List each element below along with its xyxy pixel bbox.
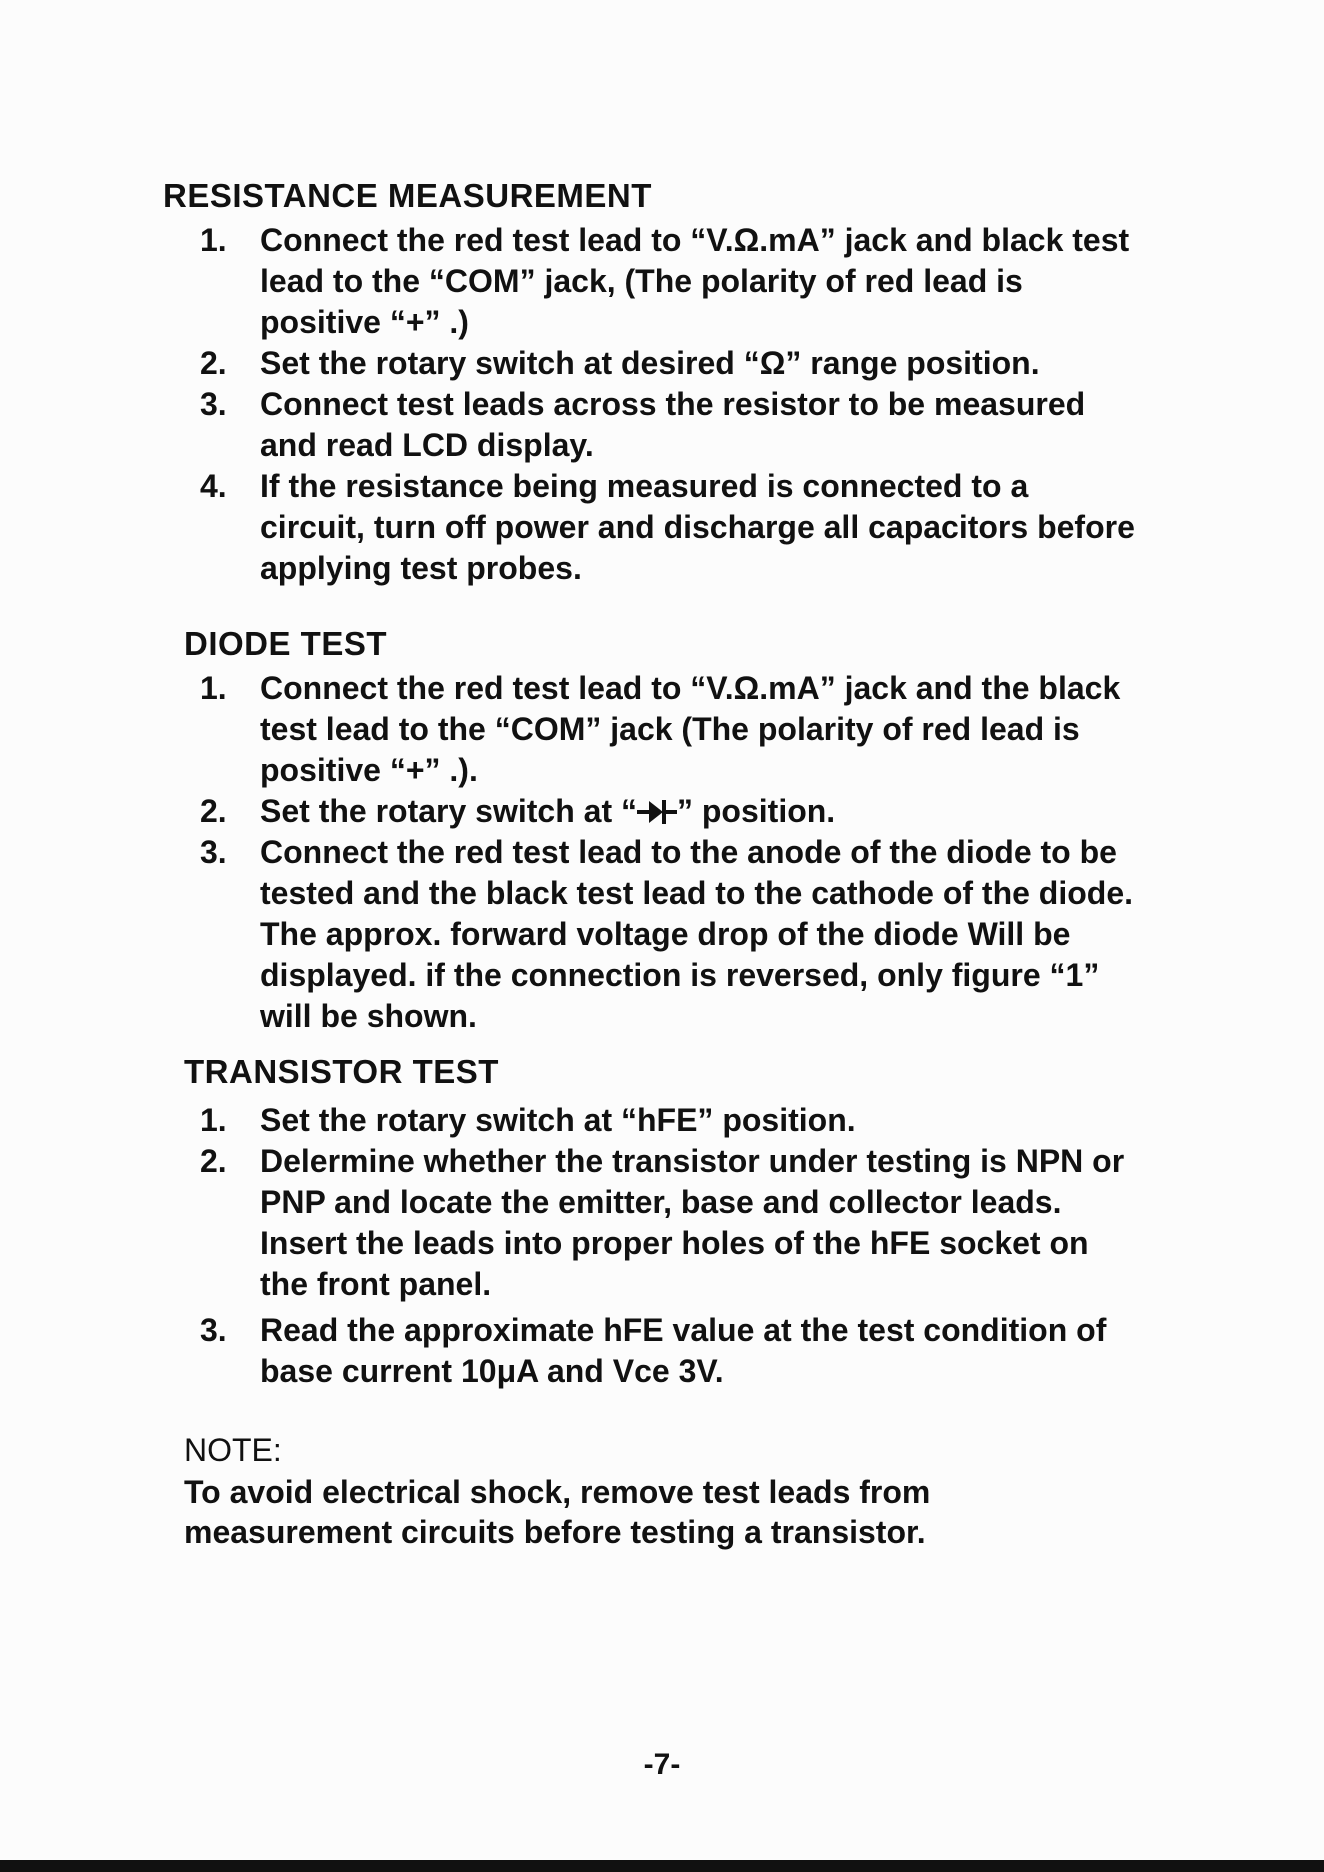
note-title: NOTE: <box>184 1432 282 1468</box>
diode-step-3 <box>200 832 1140 1037</box>
step-text: Read the approximate hFE value at the test condition of base current 10μA and Vce 3V. <box>260 1312 1107 1389</box>
resistance-step-1 <box>200 220 1140 343</box>
step-text: Set the rotary switch at desired “Ω” range position. <box>260 345 1040 381</box>
step-text: Connect test leads across the resistor to be measured and read LCD display. <box>260 386 1086 463</box>
diode-section-title: DIODE TEST <box>184 625 388 662</box>
step-text-after: ” position. <box>676 793 836 829</box>
step-text: Connect the red test lead to “V.Ω.mA” jack and the black test lead to the “COM” jack (The polarity of red lead is positive “+” .). <box>260 670 1121 788</box>
step-number: 3. <box>200 834 227 870</box>
step-text-before: Set the rotary switch at “ <box>260 793 637 829</box>
step-number: 1. <box>200 222 227 258</box>
step-text: Connect the red test lead to the anode of the diode to be tested and the black test lead to the cathode of the diode. The approx. forward voltage drop of the diode Will be displayed. if the connection is reversed, only figure “1” will be shown. <box>260 834 1134 1034</box>
resistance-step-3 <box>200 384 1140 466</box>
step-number: 1. <box>200 1102 227 1138</box>
step-text: Delermine whether the transistor under testing is NPN or PNP and locate the emitter, base and collector leads. Insert the leads into proper holes of the hFE socket on the front panel. <box>260 1143 1125 1302</box>
transistor-step-3 <box>200 1310 1140 1392</box>
transistor-section-title: TRANSISTOR TEST <box>184 1053 499 1090</box>
step-number: 2. <box>200 793 227 829</box>
step-text: If the resistance being measured is connected to a circuit, turn off power and discharge all capacitors before applying test probes. <box>260 468 1135 586</box>
step-number: 3. <box>200 1312 227 1348</box>
resistance-step-2 <box>200 343 1140 384</box>
step-number: 2. <box>200 1143 227 1179</box>
page-number: -7- <box>643 1748 681 1781</box>
diode-step-2 <box>200 791 1140 836</box>
bottom-border <box>0 1860 1324 1872</box>
diode-step-1 <box>200 668 1140 791</box>
step-text: Set the rotary switch at “hFE” position. <box>260 1102 856 1138</box>
step-number: 4. <box>200 468 227 504</box>
transistor-step-1 <box>200 1100 1140 1141</box>
resistance-section-title: RESISTANCE MEASUREMENT <box>163 177 652 214</box>
resistance-step-4 <box>200 466 1140 589</box>
step-number: 3. <box>200 386 227 422</box>
step-number: 1. <box>200 670 227 706</box>
diode-symbol-icon <box>637 795 677 836</box>
step-text: Connect the red test lead to “V.Ω.mA” jack and black test lead to the “COM” jack, (The polarity of red lead is positive “+” .) <box>260 222 1130 340</box>
note-text: To avoid electrical shock, remove test leads from measurement circuits before testing a transistor. <box>184 1474 931 1550</box>
step-number: 2. <box>200 345 227 381</box>
step-text <box>260 791 1140 836</box>
transistor-step-2 <box>200 1141 1140 1305</box>
